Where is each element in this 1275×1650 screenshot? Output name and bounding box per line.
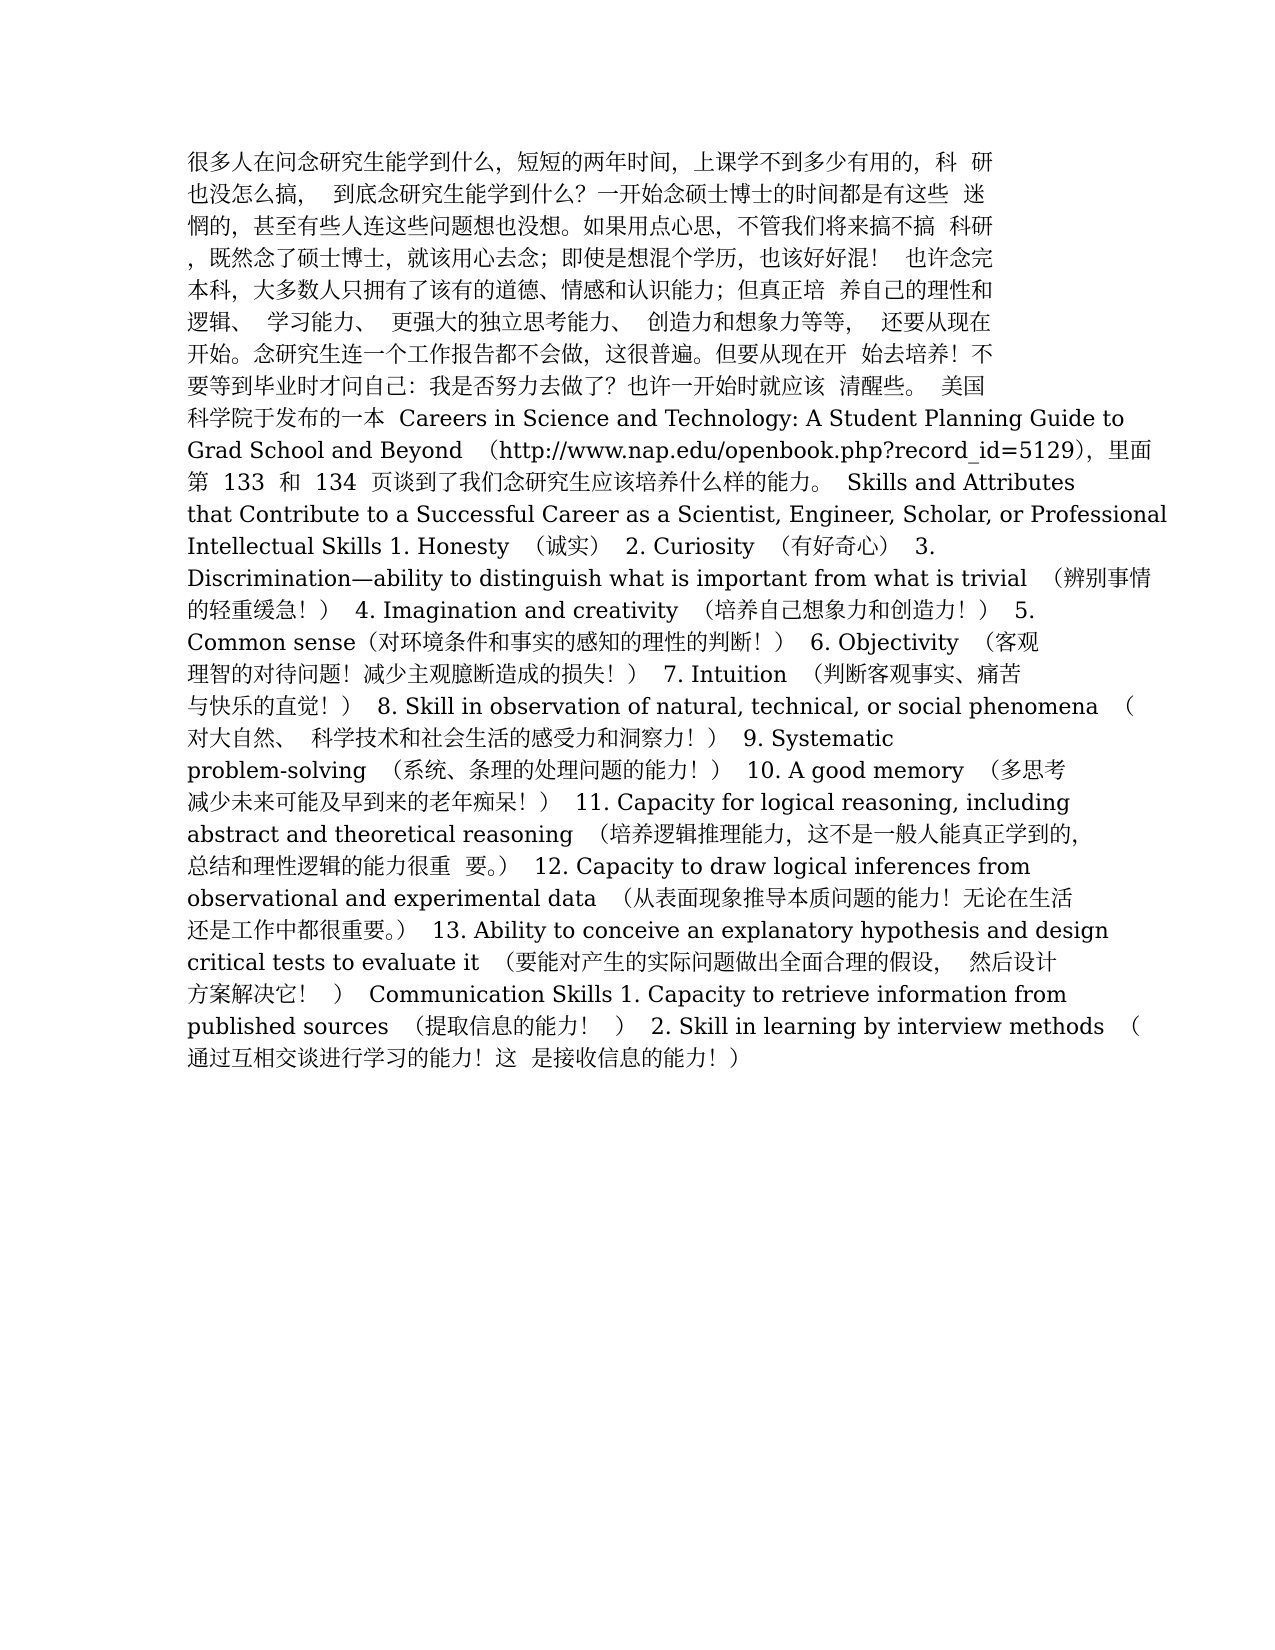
text-line-16: Common sense（对环境条件和事实的感知的理性的判断！） 6. Objectivity （客观 xyxy=(187,631,1039,656)
text-line-27: 方案解决它！ ） Communication Skills 1. Capacity to retrieve information from xyxy=(187,983,1068,1008)
text-line-8: 要等到毕业时才问自己：我是否努力去做了？也许一开始时就应该 清醒些。 美国 xyxy=(187,375,985,400)
text-line-9: 科学院于发布的一本 Careers in Science and Technology: A Student Planning Guide to xyxy=(187,407,1125,432)
text-line-24: observational and experimental data （从表面现象推导本质问题的能力！无论在生活 xyxy=(187,887,1073,912)
text-line-13: Intellectual Skills 1. Honesty （诚实） 2. Curiosity （有好奇心） 3. xyxy=(187,535,936,560)
text-line-20: problem-solving （系统、条理的处理问题的能力！） 10. A good memory （多思考 xyxy=(187,759,1066,784)
text-line-14: Discrimination—ability to distinguish what is important from what is trivial （辨别事情 xyxy=(187,567,1152,592)
text-line-1: 很多人在问念研究生能学到什么，短短的两年时间，上课学不到多少有用的，科 研 xyxy=(187,151,993,176)
text-line-7: 开始。念研究生连一个工作报告都不会做，这很普遍。但要从现在开 始去培养！不 xyxy=(187,343,993,368)
text-line-15: 的轻重缓急！） 4. Imagination and creativity （培养自己想象力和创造力！） 5. xyxy=(187,599,1036,624)
text-line-28: published sources （提取信息的能力！ ） 2. Skill in learning by interview methods （ xyxy=(187,1015,1141,1040)
text-line-5: 本科，大多数人只拥有了该有的道德、情感和认识能力；但真正培 养自己的理性和 xyxy=(187,279,993,304)
text-line-25: 还是工作中都很重要。） 13. Ability to conceive an explanatory hypothesis and design xyxy=(187,919,1109,944)
text-line-4: ，既然念了硕士博士，就该用心去念；即使是想混个学历，也该好好混！ 也许念完 xyxy=(187,247,993,272)
text-line-12: that Contribute to a Successful Career as a Scientist, Engineer, Scholar, or Professional xyxy=(187,503,1168,528)
text-line-2: 也没怎么搞， 到底念研究生能学到什么？一开始念硕士博士的时间都是有这些 迷 xyxy=(187,183,985,208)
text-line-21: 减少未来可能及早到来的老年痴呆！） 11. Capacity for logical reasoning, including xyxy=(187,791,1071,816)
text-line-17: 理智的对待问题！减少主观臆断造成的损失！） 7. Intuition （判断客观事实、痛苦 xyxy=(187,663,1022,688)
text-line-3: 惘的，甚至有些人连这些问题想也没想。如果用点心思，不管我们将来搞不搞 科研 xyxy=(187,215,993,240)
text-line-11: 第 133 和 134 页谈到了我们念研究生应该培养什么样的能力。 Skills and Attributes xyxy=(187,471,1076,496)
text-line-29: 通过互相交谈进行学习的能力！这 是接收信息的能力！） xyxy=(187,1047,751,1072)
text-line-19: 对大自然、 科学技术和社会生活的感受力和洞察力！） 9. Systematic xyxy=(187,727,894,752)
text-line-10: Grad School and Beyond （http://www.nap.edu/openbook.php?record_id=5129），里面 xyxy=(187,439,1152,464)
text-line-26: critical tests to evaluate it （要能对产生的实际问题做出全面合理的假设， 然后设计 xyxy=(187,951,1058,976)
text-line-6: 逻辑、 学习能力、 更强大的独立思考能力、 创造力和想象力等等， 还要从现在 xyxy=(187,311,991,336)
text-line-22: abstract and theoretical reasoning （培养逻辑推理能力，这不是一般人能真正学到的， xyxy=(187,823,1094,848)
text-line-23: 总结和理性逻辑的能力很重 要。） 12. Capacity to draw logical inferences from xyxy=(187,855,1031,880)
text-line-18: 与快乐的直觉！） 8. Skill in observation of natural, technical, or social phenomena （ xyxy=(187,695,1135,720)
body-text xyxy=(187,148,1187,1076)
